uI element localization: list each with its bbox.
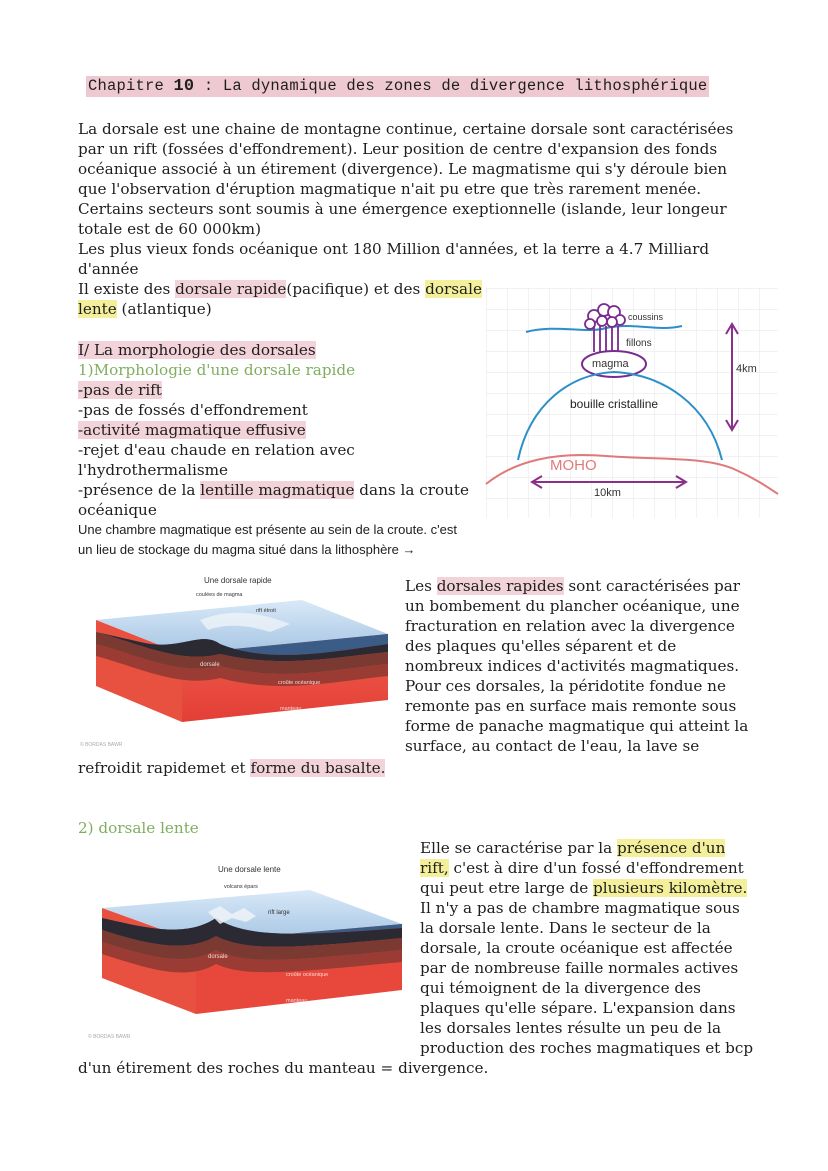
chapter-title [86, 76, 709, 97]
label-magma: magma [592, 358, 629, 370]
intro-line: que l'observation d'éruption magmatique n'ait pu etre que très rarement menée. [78, 180, 702, 198]
list-item: -pas de fossés d'effondrement [78, 401, 308, 419]
fast-ridge-text-end: refroidit rapidemet et forme du basalte. [78, 759, 386, 777]
svg-text:manteau: manteau [286, 998, 308, 1004]
label-coussins: coussins [628, 312, 664, 322]
highlight-dorsale-rapide: dorsale rapide [175, 280, 287, 298]
label-depth: 4km [736, 363, 757, 375]
svg-text:© BORDAS BAWR: © BORDAS BAWR [80, 742, 123, 748]
highlight-dorsale: dorsale [425, 280, 482, 298]
highlight-lente: lente [78, 300, 117, 318]
section-1 [78, 340, 469, 520]
label-bouille: bouille cristalline [570, 397, 659, 411]
label-title: Une dorsale rapide [204, 576, 272, 585]
magma-chamber-sketch [486, 288, 778, 518]
title-suffix: : La dynamique des zones de divergence lithosphérique [194, 77, 708, 95]
intro-line: lente (atlantique) [78, 300, 212, 318]
svg-text:dorsale: dorsale [208, 954, 228, 960]
subsection-heading: 1)Morphologie d'une dorsale rapide [78, 361, 356, 379]
list-item: l'hydrothermalisme [78, 461, 229, 479]
intro-line: Certains secteurs sont soumis à une émergence exeptionnelle (islande, leur longeur [78, 200, 727, 218]
intro-line: par un rift (fossées d'effondrement). Leur position de centre d'expansion des fonds [78, 140, 718, 158]
slow-ridge-text-end: d'un étirement des roches du manteau = divergence. [78, 1059, 489, 1077]
chambre-note: Une chambre magmatique est présente au sein de la croute. c'est un lieu de stockage du magma situé dans la lithosphère → [78, 522, 457, 557]
slow-ridge-block-diagram [88, 858, 406, 1042]
slow-ridge-text: Elle se caractérise par la présence d'un rift, c'est à dire d'un fossé d'effondrement qui peut etre large de plusieurs kilomètre. Il n'y a pas de chambre magmatique sous la dorsale lente. Dans le secteur de la dorsale, la croute océanique est affectée par de nombreuse faille normales actives qui témoignent de la divergence des plaques qu'elle sépare. L'expansion dans les dorsales lentes résulte un peu de la production des roches magmatiques et bcp [420, 839, 754, 1057]
title-prefix: Chapitre [88, 77, 174, 95]
intro-line: d'année [78, 260, 139, 278]
svg-text:rift étroit: rift étroit [256, 608, 276, 614]
list-item: -rejet d'eau chaude en relation avec [78, 441, 355, 459]
label-fillons: fillons [626, 338, 652, 349]
list-item: -présence de la lentille magmatique dans la croute [78, 481, 470, 499]
fast-ridge-text: Les dorsales rapides sont caractérisées par un bombement du plancher océanique, une fracturation en relation avec la divergence des plaques qu'elles séparent et de nombreux indices d'activités magmatiques. Pour ces dorsales, la péridotite fondue ne remonte pas en surface mais remonte sous forme de panache magmatique qui atteint la surface, au contact de l'eau, la lave se [405, 577, 749, 755]
svg-text:volcans épars: volcans épars [224, 884, 258, 890]
svg-text:coulées de magma: coulées de magma [196, 592, 243, 598]
intro-line: Il existe des dorsale rapide(pacifique) et des dorsale [78, 280, 482, 298]
label-moho: MOHO [550, 457, 597, 474]
list-item: -activité magmatique effusive [78, 421, 306, 439]
label-title: Une dorsale lente [218, 865, 281, 874]
list-item: océanique [78, 501, 157, 519]
fast-ridge-block-diagram [80, 572, 392, 750]
list-item: -pas de rift [78, 381, 162, 399]
intro-line: La dorsale est une chaine de montagne continue, certaine dorsale sont caractérisées [78, 120, 734, 138]
svg-text:dorsale: dorsale [200, 662, 220, 668]
svg-text:© BORDAS BAWR: © BORDAS BAWR [88, 1034, 131, 1040]
intro-line: totale est de 60 000km) [78, 220, 261, 238]
subsection-heading: 2) dorsale lente [78, 819, 199, 837]
label-width: 10km [594, 487, 621, 499]
intro-line: Les plus vieux fonds océanique ont 180 Million d'années, et la terre a 4.7 Milliard [78, 240, 710, 258]
section-heading: I/ La morphologie des dorsales [78, 341, 316, 359]
intro-line: océanique associé à un étirement (divergence). Le magmatisme qui s'y déroule bien [78, 160, 728, 178]
svg-text:croûte océanique: croûte océanique [278, 680, 321, 686]
svg-text:rift large: rift large [268, 910, 290, 916]
svg-text:croûte océanique: croûte océanique [286, 972, 329, 978]
svg-text:manteau: manteau [280, 706, 302, 712]
title-number: 10 [173, 77, 195, 96]
